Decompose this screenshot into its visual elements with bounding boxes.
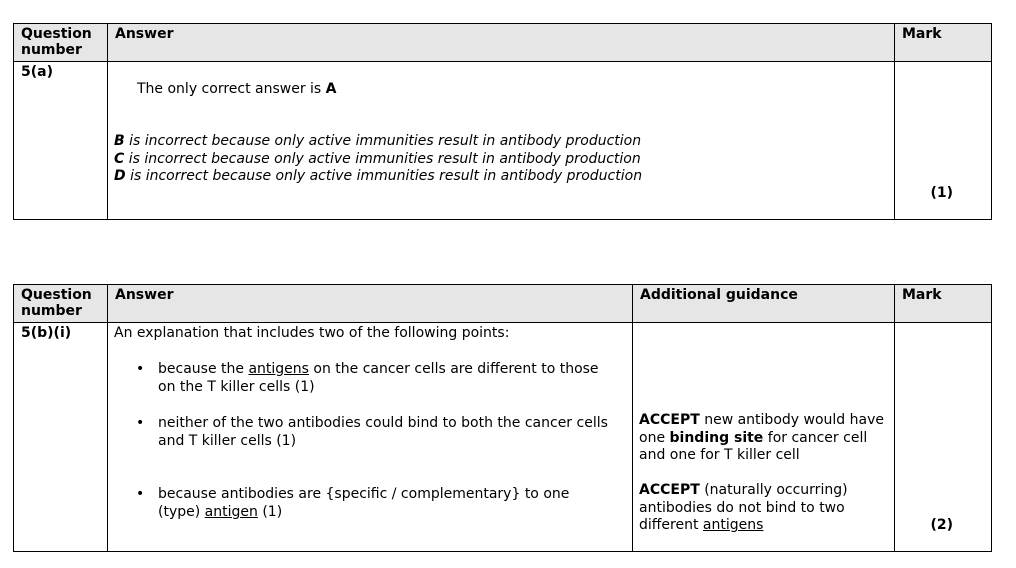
mark-cell (895, 323, 992, 552)
correct-answer: The only correct answer is A (137, 81, 337, 97)
mark-value: (2) (930, 517, 953, 533)
header-answer: Answer (108, 24, 895, 62)
guidance-cell (633, 323, 895, 552)
answer-cell (108, 323, 633, 552)
distractor-c: C is incorrect because only active immunities result in antibody production (114, 150, 641, 167)
question-number: 5(a) (14, 62, 108, 220)
mark-value: (1) (930, 185, 953, 201)
answer-point: • because the antigens on the cancer cells are different to those on the T killer cells (1) (108, 360, 613, 396)
mark-cell (895, 62, 992, 220)
header-answer: Answer (108, 285, 633, 323)
distractor-b: B is incorrect because only active immunities result in antibody production (114, 133, 642, 149)
answer-point: • neither of the two antibodies could bind to both the cancer cells and T killer cells (1) (108, 414, 613, 450)
answer-intro: An explanation that includes two of the following points: (114, 325, 510, 341)
question-number: 5(b)(i) (14, 323, 108, 552)
distractor-list (114, 133, 642, 186)
header-additional-guidance: Additional guidance (633, 285, 895, 323)
answer-cell (108, 62, 895, 220)
question-5bi-table (13, 284, 992, 552)
question-5a-table (13, 23, 992, 220)
header-mark: Mark (895, 24, 992, 62)
header-question-number: Question number (14, 285, 108, 323)
answer-point: • because antibodies are {specific / complementary} to one (type) antigen (1) (108, 485, 613, 521)
header-mark: Mark (895, 285, 992, 323)
guidance-note: ACCEPT new antibody would have one binding site for cancer cell and one for T killer cell (639, 412, 884, 463)
distractor-d: D is incorrect because only active immunities result in antibody production (114, 168, 643, 184)
header-question-number: Question number (14, 24, 108, 62)
guidance-note: ACCEPT (naturally occurring) antibodies do not bind to two different antigens (639, 482, 848, 533)
